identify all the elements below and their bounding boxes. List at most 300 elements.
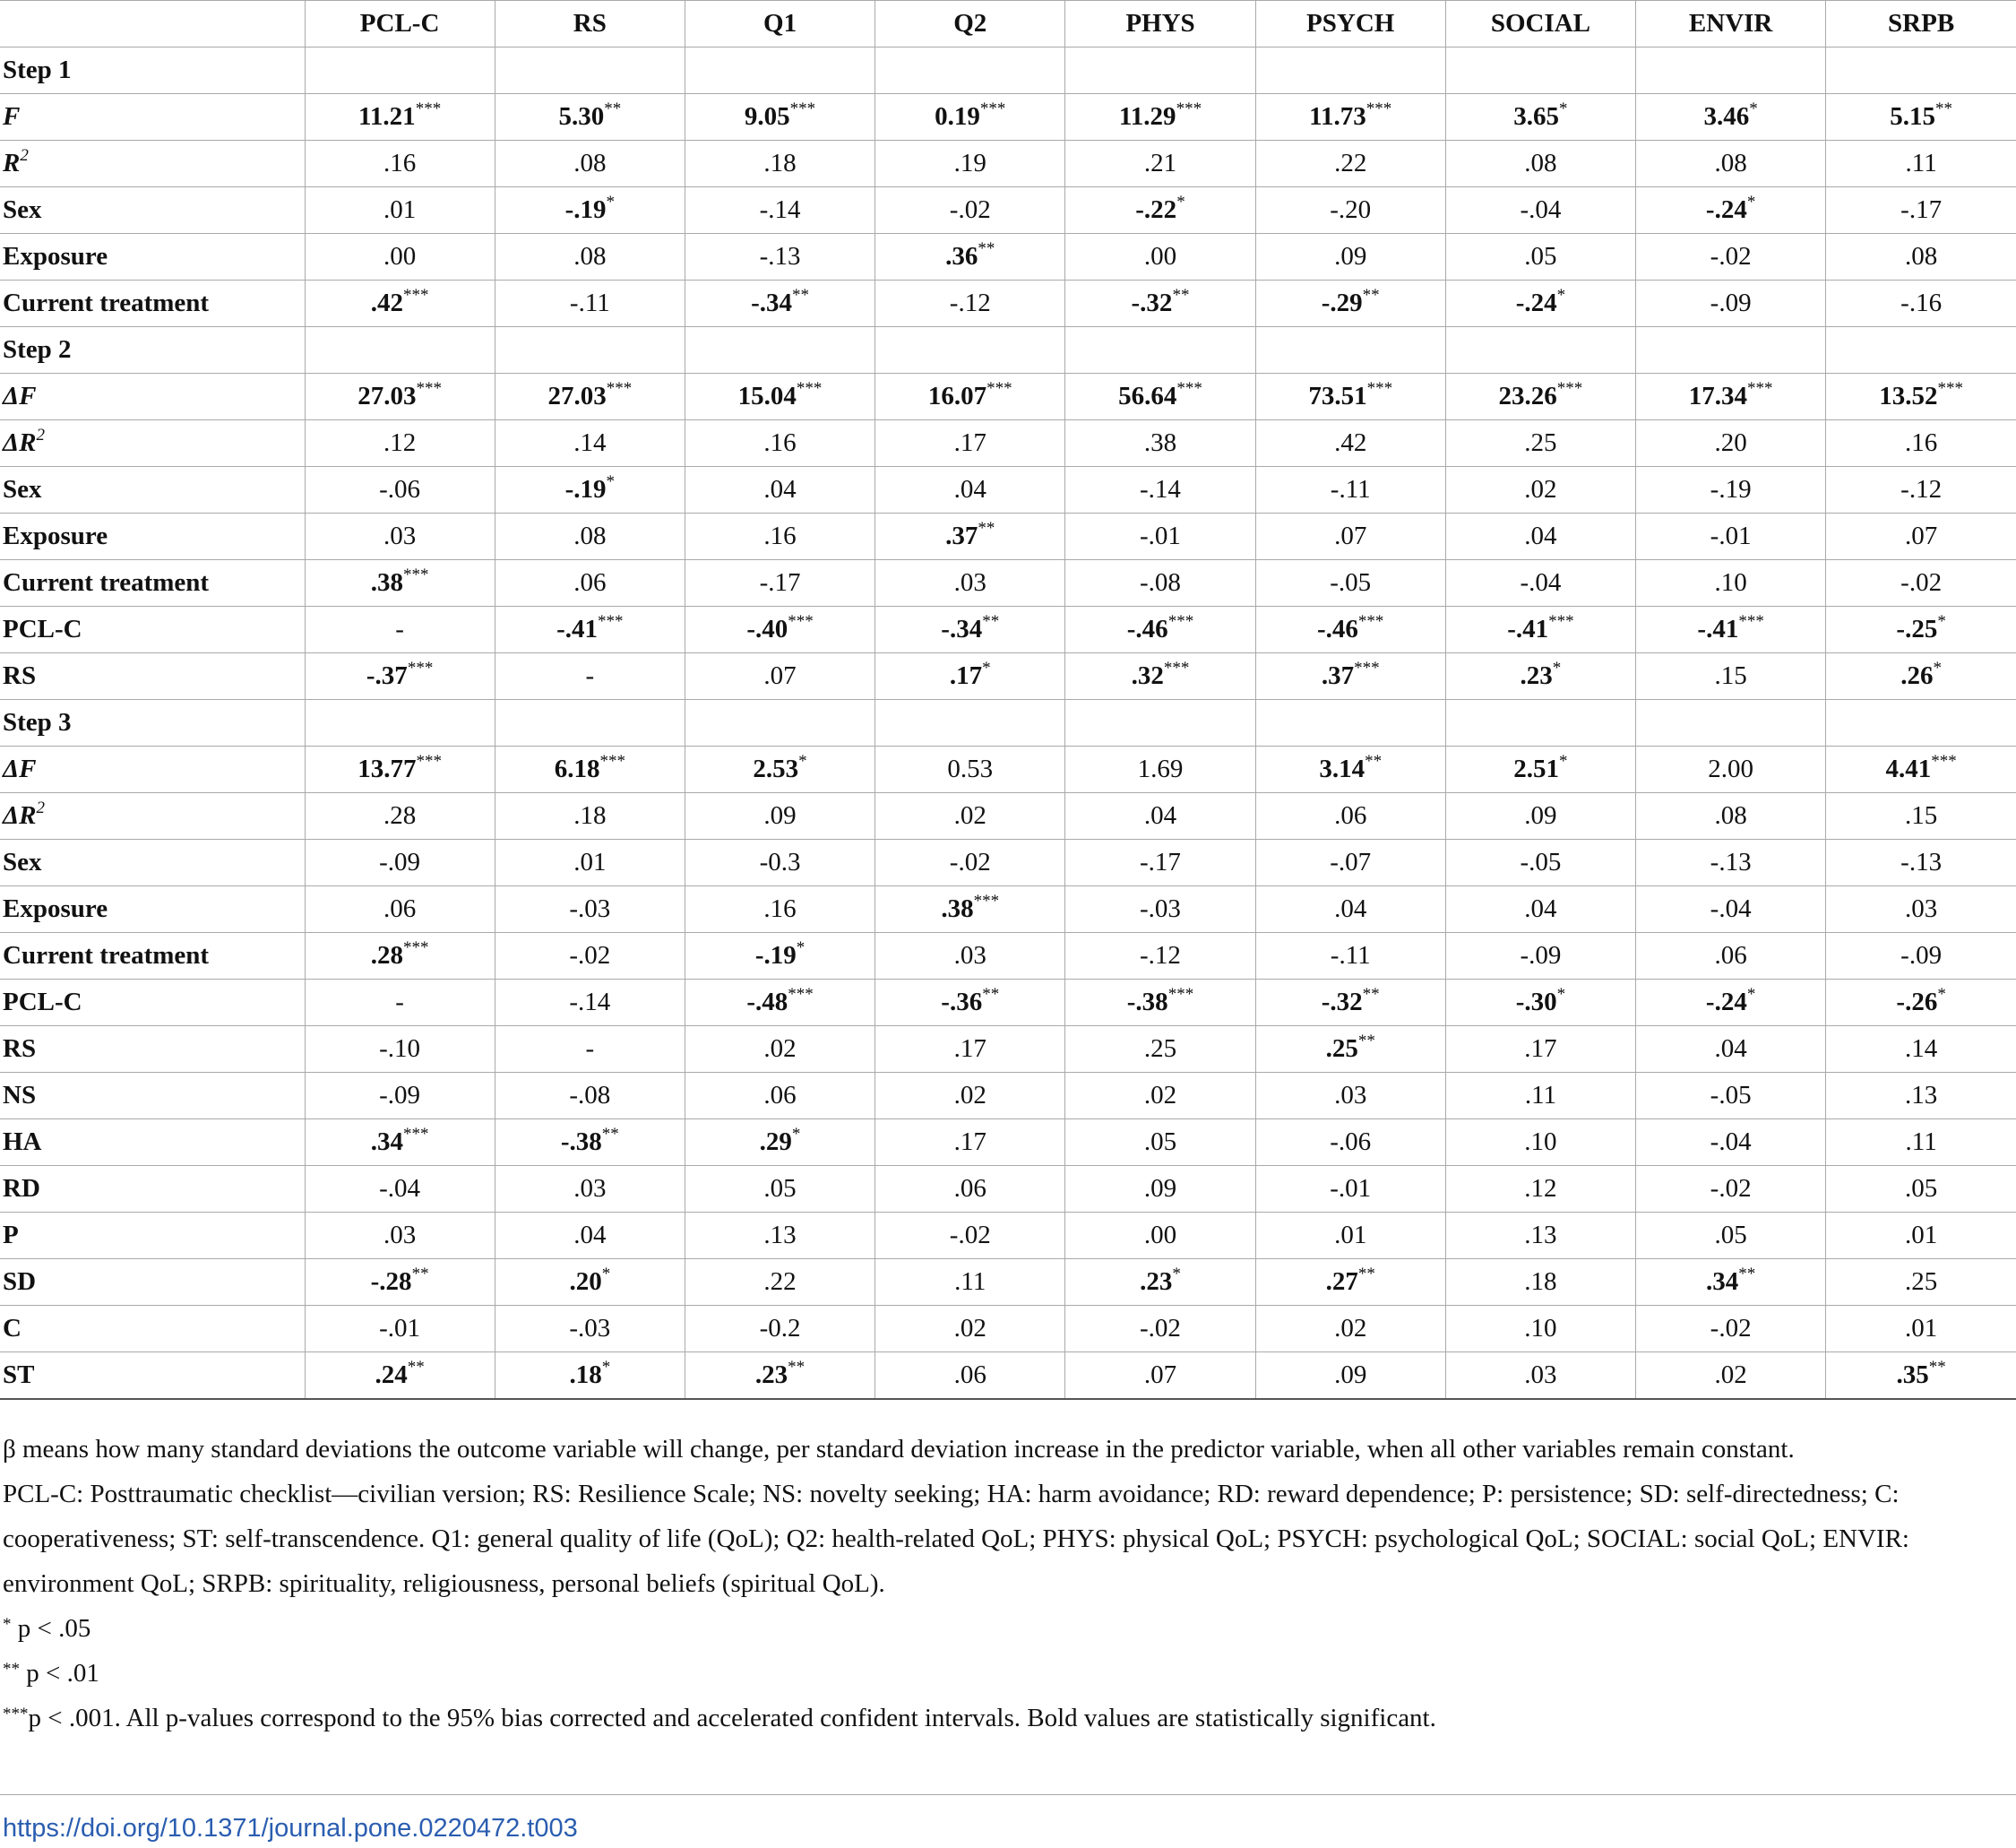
cell-value: -	[585, 1034, 595, 1063]
cell-value: -.28	[370, 1267, 412, 1296]
significance-marker: *	[606, 472, 616, 491]
cell-value: -.02	[1710, 242, 1752, 271]
cell-value: .23	[754, 1360, 788, 1389]
cell-value: .06	[573, 568, 607, 597]
value-cell	[1065, 980, 1255, 1026]
value-cell	[1445, 653, 1635, 700]
note-p001	[3, 1696, 2001, 1740]
cell-value: -.09	[1900, 941, 1943, 970]
significance-marker: ***	[1167, 985, 1194, 1004]
value-cell	[1826, 1073, 2016, 1119]
significance-marker: ***	[415, 99, 442, 118]
bottom-rule	[0, 1794, 2016, 1795]
cell-value: .11	[1524, 1081, 1557, 1110]
cell-value: .05	[1905, 1174, 1938, 1203]
table-row	[0, 187, 2016, 234]
note-p01	[3, 1651, 2001, 1696]
value-cell	[1065, 560, 1255, 607]
cell-value: -0.3	[759, 848, 801, 877]
cell-value: .12	[1524, 1174, 1557, 1203]
value-cell	[1255, 1166, 1445, 1213]
cell-value: .17	[1524, 1034, 1557, 1063]
cell-value: 11.29	[1118, 102, 1176, 131]
value-cell	[1255, 747, 1445, 793]
cell-value: .16	[763, 894, 797, 923]
value-cell	[875, 1306, 1065, 1352]
column-header: PSYCH	[1255, 1, 1445, 47]
significance-marker: *	[1746, 985, 1756, 1004]
value-cell	[685, 560, 874, 607]
value-cell	[1255, 980, 1445, 1026]
header-row	[0, 1, 2016, 47]
cell-value: .16	[1905, 428, 1938, 457]
value-cell	[1826, 886, 2016, 933]
value-cell	[1826, 747, 2016, 793]
column-header: Q1	[685, 1, 874, 47]
cell-value: .02	[1524, 475, 1557, 504]
row-label	[0, 467, 305, 514]
cell-value: -.12	[949, 289, 991, 317]
row-label	[0, 281, 305, 327]
value-cell	[495, 1213, 685, 1259]
row-label	[0, 1073, 305, 1119]
table-row	[0, 980, 2016, 1026]
significance-marker: ***	[986, 379, 1012, 398]
value-cell	[305, 1213, 495, 1259]
empty-cell	[1445, 327, 1635, 374]
cell-value: .16	[763, 522, 797, 550]
cell-value: -.04	[1710, 1127, 1752, 1156]
cell-value: .14	[1905, 1034, 1938, 1063]
value-cell	[1636, 1213, 1826, 1259]
value-cell	[1065, 1119, 1255, 1166]
cell-value: 2.53	[753, 755, 799, 783]
cell-value: -	[395, 988, 404, 1016]
cell-value: .09	[1334, 242, 1367, 271]
significance-marker: ***	[1163, 659, 1190, 678]
doi-link[interactable]: https://doi.org/10.1371/journal.pone.0220472.t003	[3, 1814, 578, 1843]
cell-value: -.03	[569, 894, 611, 923]
value-cell	[1826, 793, 2016, 840]
significance-marker: ***	[416, 752, 442, 771]
value-cell	[1065, 281, 1255, 327]
cell-value: .05	[1714, 1221, 1747, 1249]
cell-value: .04	[1524, 894, 1557, 923]
table-row	[0, 94, 2016, 141]
table-row	[0, 1259, 2016, 1306]
value-cell	[875, 607, 1065, 653]
value-cell	[495, 1073, 685, 1119]
table-row	[0, 886, 2016, 933]
value-cell	[495, 1352, 685, 1400]
cell-value: .04	[763, 475, 797, 504]
value-cell	[685, 1026, 874, 1073]
value-cell	[305, 560, 495, 607]
row-label	[0, 607, 305, 653]
cell-value: 5.15	[1890, 102, 1935, 131]
value-cell	[305, 1306, 495, 1352]
row-label-text: P	[3, 1221, 19, 1249]
row-label-text: Step 1	[3, 56, 72, 84]
cell-value: -.29	[1321, 289, 1363, 317]
cell-value: -.30	[1515, 988, 1557, 1016]
significance-marker: ***	[1931, 752, 1957, 771]
value-cell	[1065, 94, 1255, 141]
note-beta: β means how many standard deviations the outcome variable will change, per standard deviation increase in the predictor variable, when all other variables remain constant.	[3, 1435, 1795, 1464]
value-cell	[1636, 1119, 1826, 1166]
cell-value: .11	[1905, 1127, 1937, 1156]
value-cell	[685, 1073, 874, 1119]
cell-value: .09	[1524, 801, 1557, 830]
value-cell	[685, 281, 874, 327]
cell-value: 11.21	[358, 102, 416, 131]
cell-value: .37	[945, 522, 978, 550]
empty-cell	[1826, 47, 2016, 94]
significance-marker: ***	[1548, 612, 1574, 631]
value-cell	[1255, 94, 1445, 141]
value-cell	[1636, 94, 1826, 141]
cell-value: -.09	[1520, 941, 1562, 970]
significance-marker: *	[1746, 193, 1756, 212]
value-cell	[305, 281, 495, 327]
section-row	[0, 327, 2016, 374]
note-p001-sup: ***	[3, 1705, 29, 1723]
cell-value: -.13	[759, 242, 801, 271]
cell-value: .02	[1334, 1314, 1367, 1343]
cell-value: 13.52	[1879, 382, 1938, 410]
cell-value: .11	[954, 1267, 986, 1296]
significance-marker: ***	[402, 566, 429, 584]
value-cell	[1826, 141, 2016, 187]
value-cell	[1636, 1026, 1826, 1073]
empty-cell	[1065, 327, 1255, 374]
value-cell	[875, 1026, 1065, 1073]
cell-value: -.41	[1507, 615, 1549, 643]
value-cell	[1826, 1213, 2016, 1259]
value-cell	[1826, 514, 2016, 560]
value-cell	[685, 607, 874, 653]
cell-value: 3.46	[1703, 102, 1750, 131]
significance-marker: *	[1559, 752, 1568, 771]
value-cell	[1445, 1073, 1635, 1119]
row-label	[0, 141, 305, 187]
value-cell	[495, 1306, 685, 1352]
value-cell	[1445, 1352, 1635, 1400]
section-label	[0, 700, 305, 747]
cell-value: -.17	[1140, 848, 1181, 877]
row-label	[0, 1352, 305, 1400]
value-cell	[685, 1166, 874, 1213]
cell-value: -.40	[746, 615, 788, 643]
value-cell	[1445, 467, 1635, 514]
value-cell	[1636, 420, 1826, 467]
value-cell	[495, 94, 685, 141]
value-cell	[1826, 1259, 2016, 1306]
cell-value: -	[585, 661, 595, 690]
cell-value: 0.53	[947, 755, 994, 783]
cell-value: -.04	[1710, 894, 1752, 923]
cell-value: -.04	[1520, 568, 1562, 597]
cell-value: .18	[569, 1360, 602, 1389]
value-cell	[875, 933, 1065, 980]
value-cell	[685, 1306, 874, 1352]
significance-marker: ***	[1366, 379, 1393, 398]
value-cell	[875, 886, 1065, 933]
value-cell	[875, 747, 1065, 793]
column-header: SOCIAL	[1445, 1, 1635, 47]
value-cell	[1826, 980, 2016, 1026]
value-cell	[495, 420, 685, 467]
value-cell	[1445, 1259, 1635, 1306]
cell-value: -.41	[556, 615, 599, 643]
value-cell	[1636, 653, 1826, 700]
value-cell	[305, 1352, 495, 1400]
table-row	[0, 1166, 2016, 1213]
value-cell	[1065, 234, 1255, 281]
value-cell	[685, 1213, 874, 1259]
value-cell	[685, 234, 874, 281]
value-cell	[685, 1119, 874, 1166]
cell-value: .04	[1143, 801, 1177, 830]
table-row	[0, 234, 2016, 281]
table-row	[0, 1119, 2016, 1166]
value-cell	[1065, 1352, 1255, 1400]
cell-value: .34	[1706, 1267, 1739, 1296]
cell-value: 1.69	[1137, 755, 1184, 783]
value-cell	[1636, 933, 1826, 980]
value-cell	[1065, 1259, 1255, 1306]
cell-value: .25	[1143, 1034, 1177, 1063]
cell-value: 9.05	[744, 102, 790, 131]
value-cell	[875, 1352, 1065, 1400]
row-label	[0, 187, 305, 234]
value-cell	[875, 94, 1065, 141]
cell-value: 5.30	[558, 102, 605, 131]
cell-value: .28	[383, 801, 417, 830]
row-label-text: Step 3	[3, 708, 72, 737]
cell-value: .08	[573, 522, 607, 550]
significance-marker: **	[604, 99, 622, 118]
cell-value: -.09	[379, 1081, 421, 1110]
significance-marker: ***	[416, 379, 442, 398]
empty-cell	[1255, 327, 1445, 374]
cell-value: -.32	[1321, 988, 1363, 1016]
cell-value: .10	[1524, 1127, 1557, 1156]
row-label-text: ST	[3, 1360, 35, 1389]
value-cell	[875, 281, 1065, 327]
value-cell	[1255, 1026, 1445, 1073]
cell-value: -.06	[379, 475, 421, 504]
value-cell	[305, 94, 495, 141]
value-cell	[685, 94, 874, 141]
cell-value: -.12	[1900, 475, 1943, 504]
value-cell	[875, 514, 1065, 560]
row-label-text: PCL-C	[3, 988, 82, 1016]
significance-marker: *	[791, 1125, 801, 1144]
value-cell	[1065, 141, 1255, 187]
value-cell	[1826, 1166, 2016, 1213]
row-label-text: RS	[3, 1034, 37, 1063]
value-cell	[1636, 1259, 1826, 1306]
value-cell	[495, 514, 685, 560]
cell-value: -	[395, 615, 404, 643]
column-header: ENVIR	[1636, 1, 1826, 47]
significance-marker: ***	[1556, 379, 1583, 398]
empty-cell	[1636, 700, 1826, 747]
cell-value: .08	[573, 242, 607, 271]
row-label-text: ΔF	[3, 755, 37, 783]
value-cell	[495, 840, 685, 886]
cell-value: -.02	[569, 941, 611, 970]
value-cell	[685, 980, 874, 1026]
cell-value: .38	[370, 568, 403, 597]
value-cell	[305, 141, 495, 187]
cell-value: .21	[1143, 149, 1177, 177]
significance-marker: **	[1357, 1265, 1375, 1283]
cell-value: .22	[763, 1267, 797, 1296]
cell-value: -.26	[1896, 988, 1938, 1016]
value-cell	[1445, 933, 1635, 980]
value-cell	[1065, 1306, 1255, 1352]
note-p01-text: p < .01	[20, 1659, 99, 1688]
value-cell	[305, 1166, 495, 1213]
cell-value: -.24	[1705, 988, 1747, 1016]
cell-value: .35	[1896, 1360, 1929, 1389]
value-cell	[495, 747, 685, 793]
value-cell	[1065, 933, 1255, 980]
row-label-text: C	[3, 1314, 22, 1343]
cell-value: .01	[1905, 1314, 1938, 1343]
significance-marker: ***	[789, 99, 816, 118]
cell-value: .13	[1905, 1081, 1938, 1110]
value-cell	[495, 234, 685, 281]
significance-marker: **	[1357, 1032, 1375, 1050]
table-row	[0, 514, 2016, 560]
value-cell	[305, 1026, 495, 1073]
significance-marker: **	[978, 519, 995, 538]
cell-value: 56.64	[1118, 382, 1177, 410]
value-cell	[1445, 886, 1635, 933]
row-label-text: NS	[3, 1081, 37, 1110]
cell-value: .09	[1334, 1360, 1367, 1389]
cell-value: .18	[763, 149, 797, 177]
cell-value: .03	[953, 941, 986, 970]
cell-value: .02	[953, 801, 986, 830]
empty-cell	[1255, 47, 1445, 94]
value-cell	[495, 1026, 685, 1073]
cell-value: -.02	[949, 1221, 991, 1249]
significance-marker: **	[1362, 985, 1380, 1004]
cell-value: 3.65	[1513, 102, 1560, 131]
row-label	[0, 653, 305, 700]
value-cell	[1445, 1119, 1635, 1166]
cell-value: .08	[573, 149, 607, 177]
value-cell	[305, 653, 495, 700]
significance-marker: ***	[796, 379, 823, 398]
value-cell	[875, 653, 1065, 700]
cell-value: .10	[1524, 1314, 1557, 1343]
row-label	[0, 1166, 305, 1213]
cell-value: -.09	[1710, 289, 1752, 317]
value-cell	[1826, 933, 2016, 980]
value-cell	[685, 141, 874, 187]
value-cell	[495, 1119, 685, 1166]
cell-value: -.02	[1900, 568, 1943, 597]
empty-cell	[685, 47, 874, 94]
cell-value: .11	[1905, 149, 1937, 177]
cell-value: 27.03	[358, 382, 417, 410]
cell-value: 3.14	[1319, 755, 1366, 783]
row-label-text: ΔR	[3, 428, 37, 457]
value-cell	[1826, 1352, 2016, 1400]
cell-value: -.04	[379, 1174, 421, 1203]
value-cell	[685, 793, 874, 840]
value-cell	[1255, 1259, 1445, 1306]
value-cell	[1826, 607, 2016, 653]
empty-cell	[875, 327, 1065, 374]
value-cell	[1445, 793, 1635, 840]
value-cell	[1826, 467, 2016, 514]
table-row	[0, 281, 2016, 327]
cell-value: -.03	[1140, 894, 1181, 923]
row-label	[0, 840, 305, 886]
row-label-text: PCL-C	[3, 615, 82, 643]
cell-value: .03	[383, 522, 417, 550]
row-label-text: HA	[3, 1127, 42, 1156]
significance-marker: **	[411, 1265, 429, 1283]
cell-value: -.22	[1135, 195, 1177, 224]
row-label-text: F	[3, 102, 21, 131]
value-cell	[685, 514, 874, 560]
value-cell	[305, 607, 495, 653]
empty-cell	[875, 47, 1065, 94]
cell-value: -.05	[1520, 848, 1562, 877]
value-cell	[1255, 234, 1445, 281]
cell-value: -.48	[746, 988, 788, 1016]
significance-marker: *	[601, 1265, 611, 1283]
value-cell	[875, 1213, 1065, 1259]
row-label	[0, 886, 305, 933]
value-cell	[495, 1166, 685, 1213]
empty-cell	[1445, 47, 1635, 94]
empty-cell	[1636, 327, 1826, 374]
significance-marker: ***	[599, 752, 625, 771]
cell-value: -.34	[751, 289, 792, 317]
row-label-text: Current treatment	[3, 289, 210, 317]
value-cell	[1445, 840, 1635, 886]
value-cell	[495, 560, 685, 607]
cell-value: .03	[1334, 1081, 1367, 1110]
significance-marker: ***	[1354, 659, 1380, 678]
value-cell	[1445, 281, 1635, 327]
cell-value: .42	[370, 289, 403, 317]
cell-value: -.24	[1705, 195, 1747, 224]
cell-value: .06	[1334, 801, 1367, 830]
value-cell	[1255, 1352, 1445, 1400]
value-cell	[305, 840, 495, 886]
cell-value: .04	[573, 1221, 607, 1249]
value-cell	[1636, 467, 1826, 514]
value-cell	[875, 793, 1065, 840]
value-cell	[875, 980, 1065, 1026]
cell-value: 27.03	[547, 382, 607, 410]
cell-value: -.08	[569, 1081, 611, 1110]
cell-value: .38	[1143, 428, 1177, 457]
significance-marker: ***	[788, 985, 814, 1004]
value-cell	[685, 467, 874, 514]
cell-value: -.14	[1140, 475, 1181, 504]
significance-marker: ***	[1366, 99, 1392, 118]
